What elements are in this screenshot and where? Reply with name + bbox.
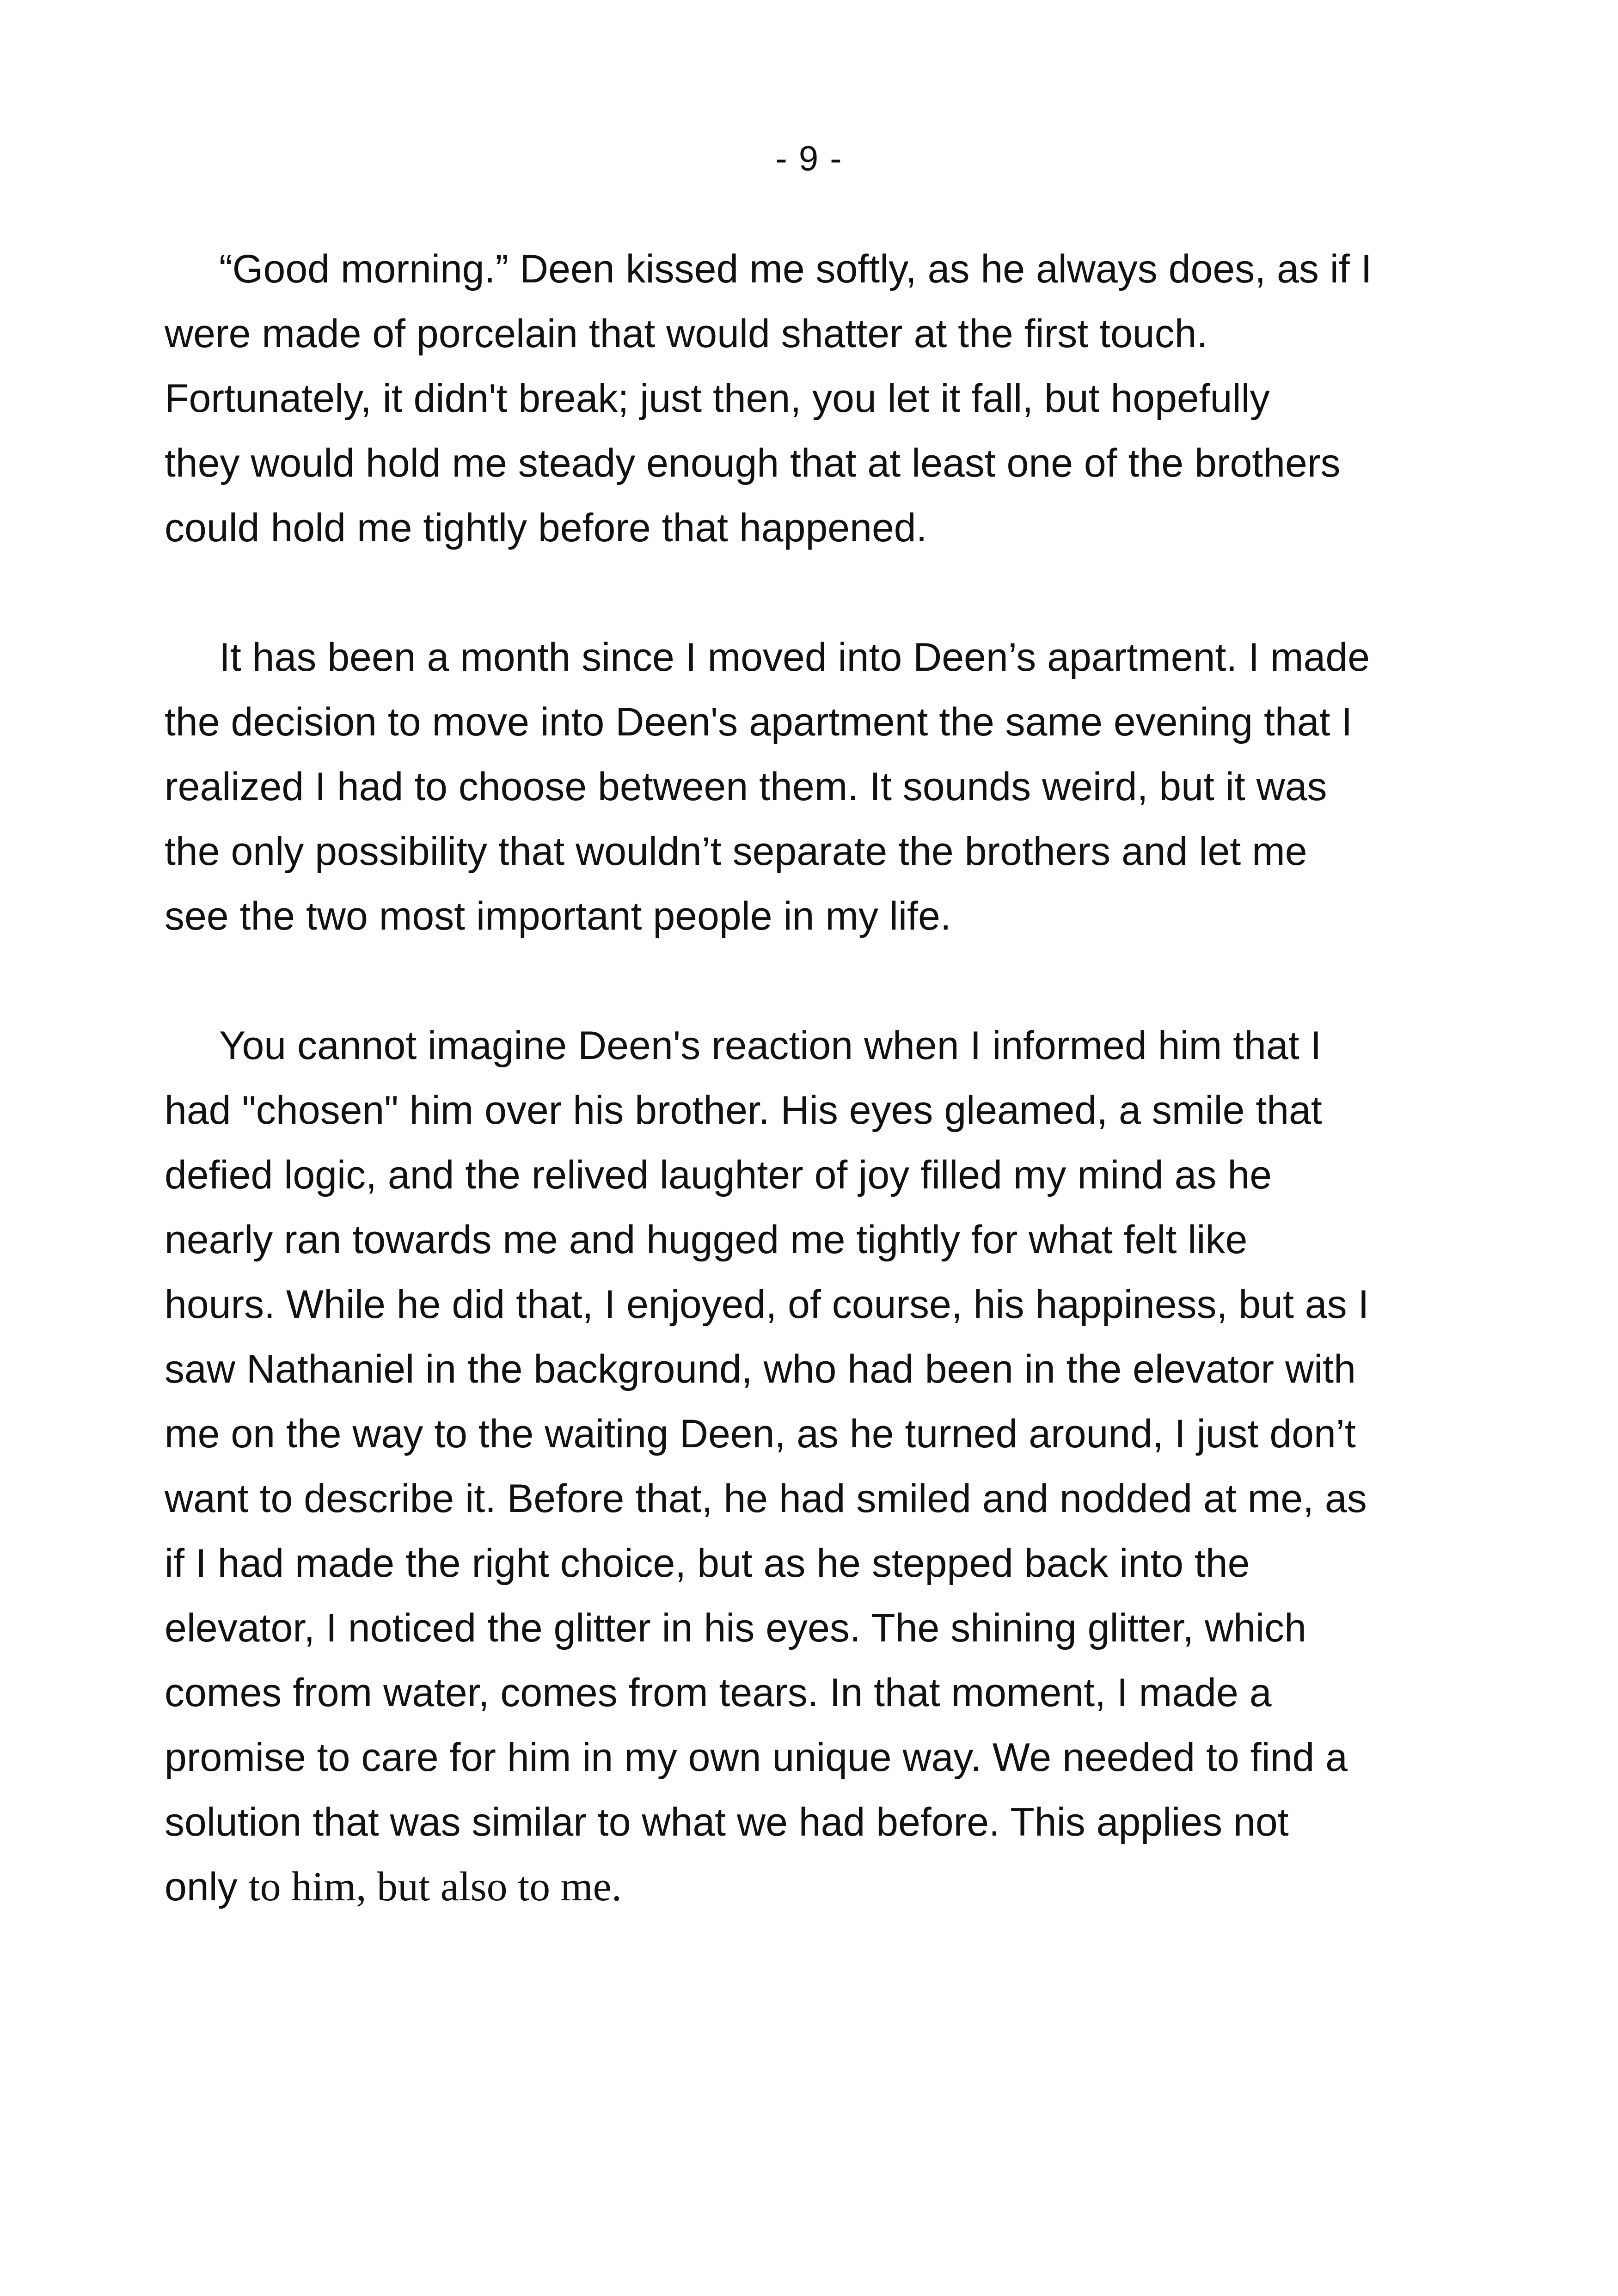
last-line-start: only: [165, 1865, 249, 1909]
paragraph-line: want to describe it. Before that, he had smiled and nodded at me, as: [165, 1476, 1367, 1521]
paragraph-2: [165, 625, 1487, 949]
paragraph-line: see the two most important people in my life.: [165, 894, 951, 938]
paragraph-line: hours. While he did that, I enjoyed, of course, his happiness, but as I: [165, 1282, 1369, 1327]
paragraph-1: [165, 237, 1487, 560]
paragraph-line: elevator, I noticed the glitter in his eyes. The shining glitter, which: [165, 1606, 1306, 1650]
paragraph-line: could hold me tightly before that happened.: [165, 506, 927, 550]
paragraph-line: It has been a month since I moved into Deen’s apartment. I made: [219, 635, 1370, 680]
paragraph-line: solution that was similar to what we had before. This applies not: [165, 1800, 1289, 1844]
paragraph-line: were made of porcelain that would shatter at the first touch.: [165, 312, 1208, 356]
paragraph-line: if I had made the right choice, but as he stepped back into the: [165, 1541, 1250, 1586]
paragraph-line: “Good morning.” Deen kissed me softly, as he always does, as if I: [219, 247, 1372, 291]
paragraph-line: saw Nathaniel in the background, who had been in the elevator with: [165, 1347, 1356, 1391]
paragraph-line: comes from water, comes from tears. In that moment, I made a: [165, 1671, 1272, 1715]
paragraph-line: promise to care for him in my own unique way. We needed to find a: [165, 1735, 1348, 1780]
paragraph-3: [165, 1013, 1487, 1919]
paragraph-line: defied logic, and the relived laughter of joy filled my mind as he: [165, 1153, 1272, 1197]
paragraph-line: nearly ran towards me and hugged me tightly for what felt like: [165, 1218, 1248, 1262]
paragraph-line: Fortunately, it didn't break; just then, you let it fall, but hopefully: [165, 376, 1270, 421]
paragraph-line: You cannot imagine Deen's reaction when I informed him that I: [219, 1023, 1322, 1068]
paragraph-line: had "chosen" him over his brother. His eyes gleamed, a smile that: [165, 1088, 1322, 1133]
body-text: [165, 237, 1487, 1919]
page-number: - 9 -: [775, 139, 843, 178]
last-line-end: to him, but also to me.: [248, 1864, 622, 1910]
paragraph-line: realized I had to choose between them. It sounds weird, but it was: [165, 765, 1327, 809]
paragraph-line: they would hold me steady enough that at least one of the brothers: [165, 441, 1341, 485]
paragraph-last-line: [165, 1855, 1487, 1919]
paragraph-line: the decision to move into Deen's apartment the same evening that I: [165, 700, 1353, 744]
paragraph-line: me on the way to the waiting Deen, as he turned around, I just don’t: [165, 1412, 1356, 1456]
paragraph-line: the only possibility that wouldn’t separate the brothers and let me: [165, 829, 1307, 874]
